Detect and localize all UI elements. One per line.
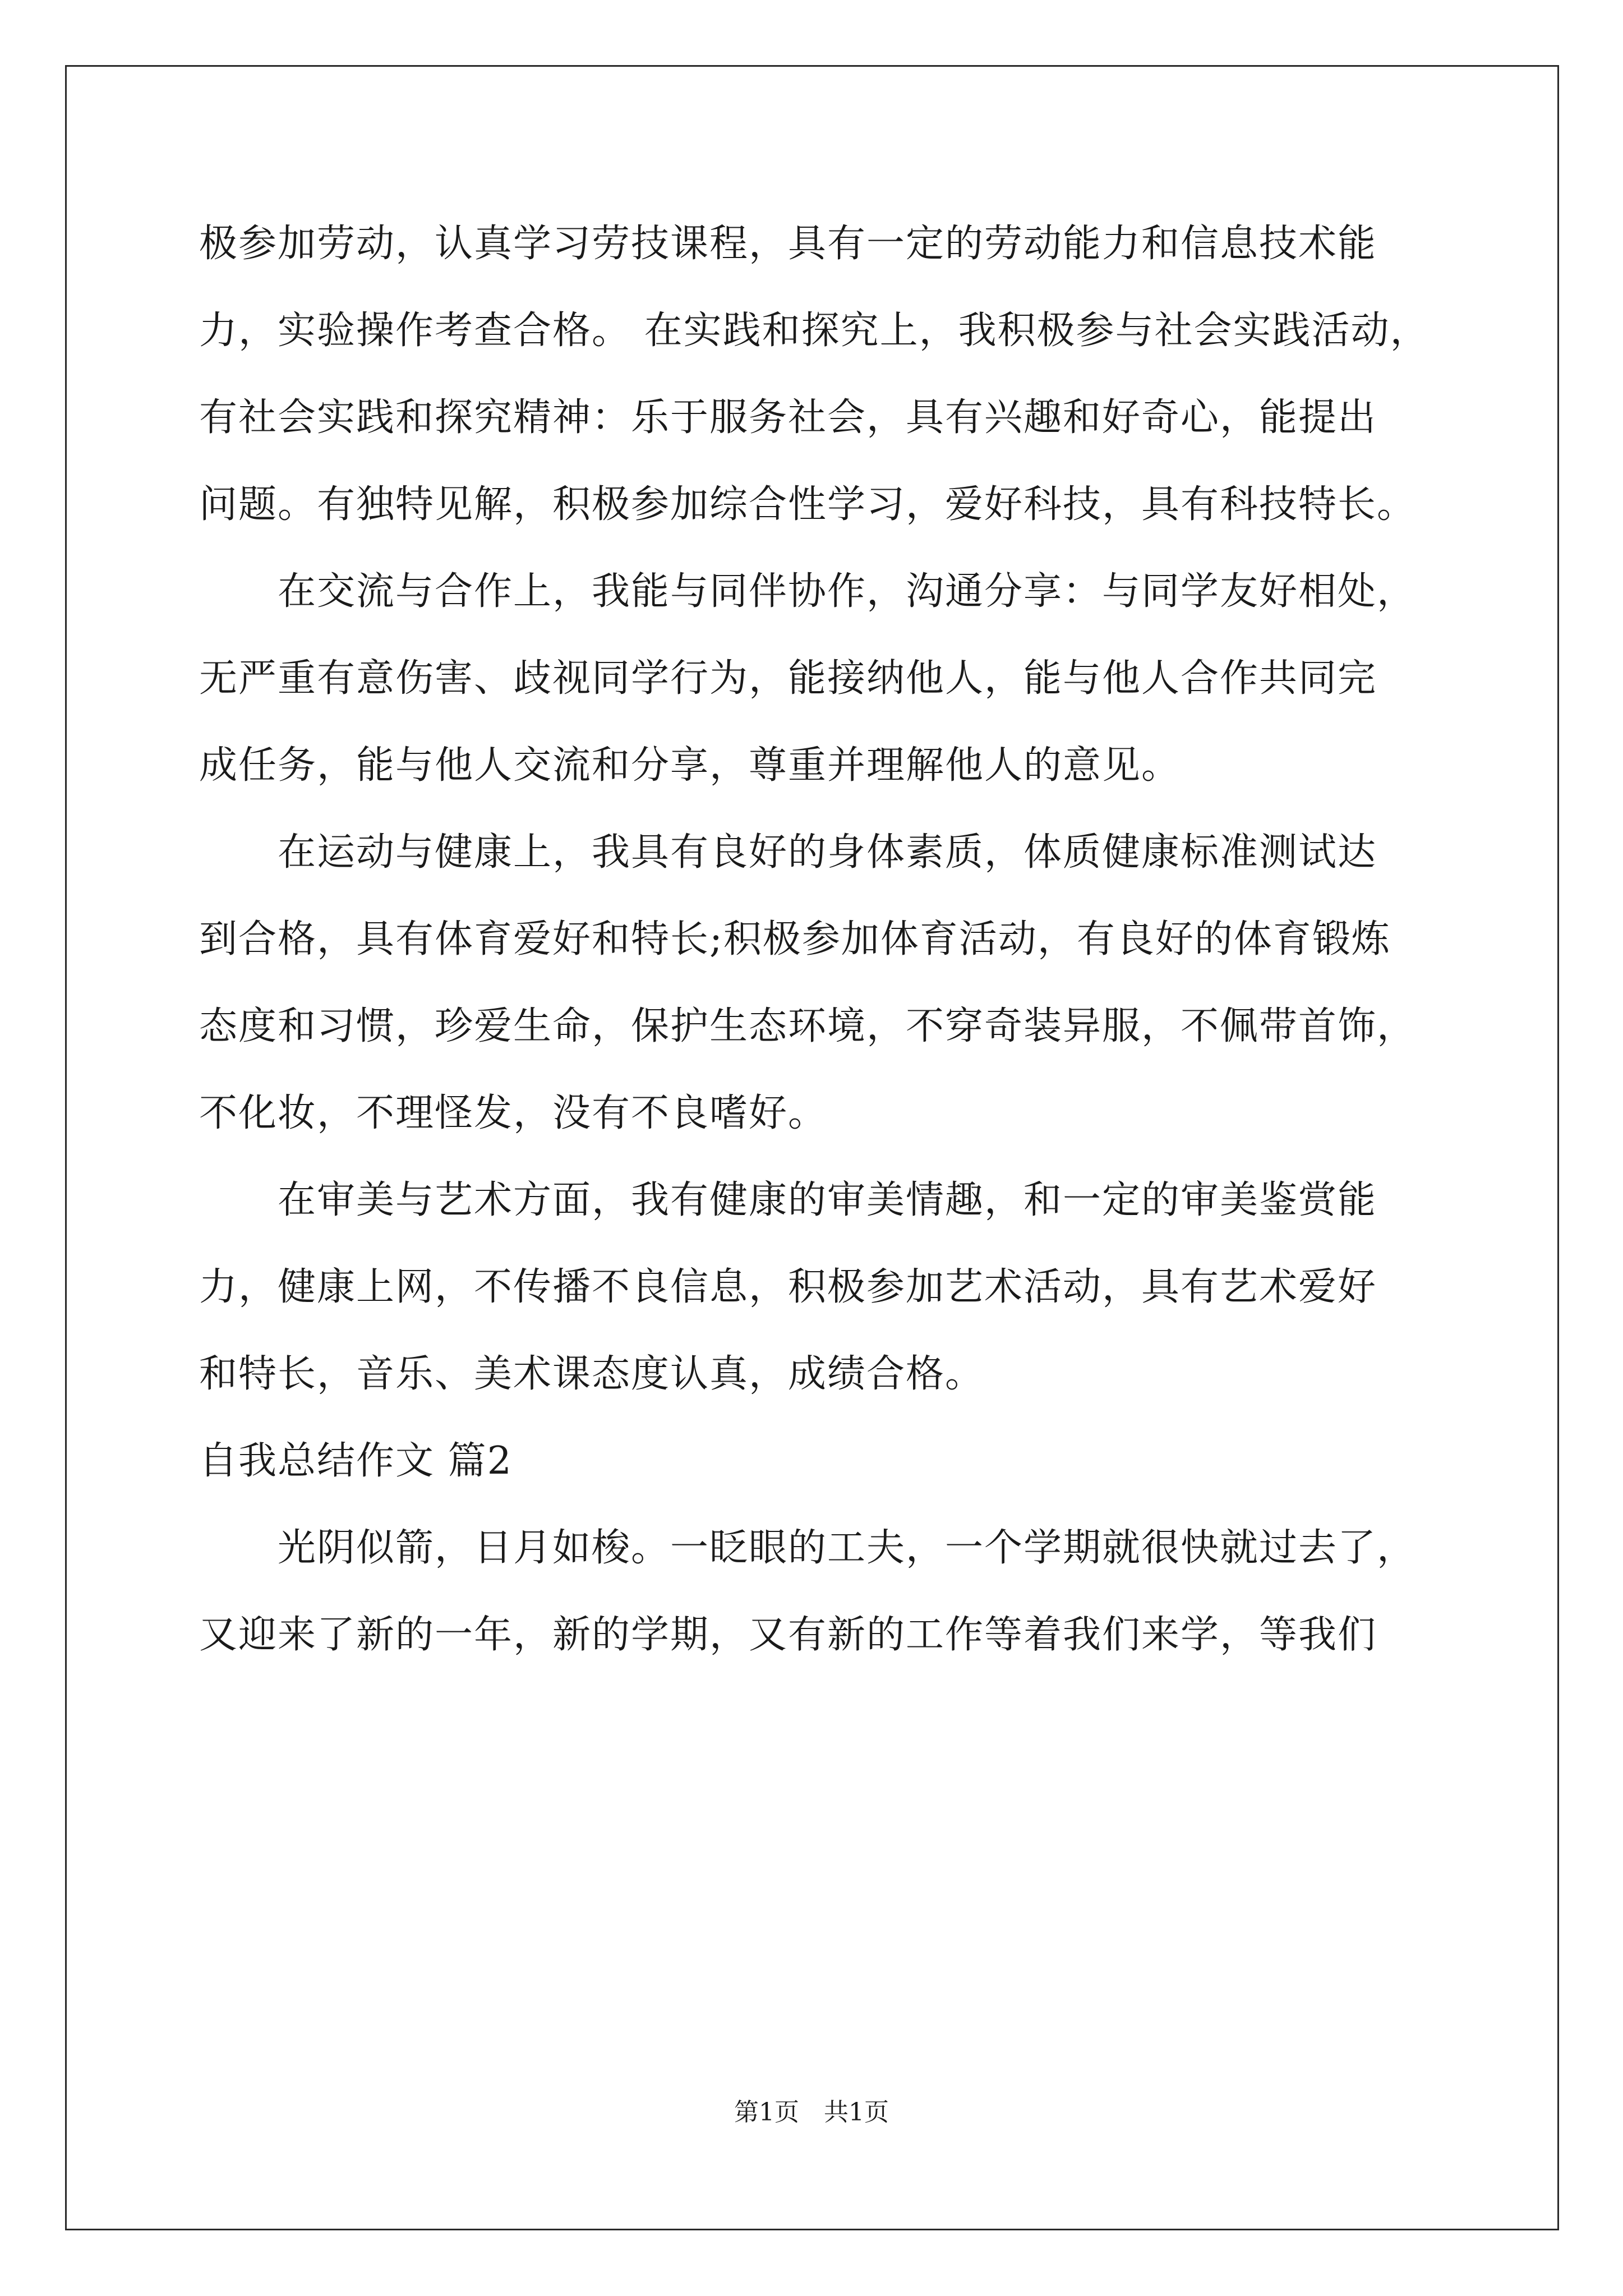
- text-line: 又迎来了新的一年，新的学期，又有新的工作等着我们来学，等我们: [199, 1613, 1377, 1657]
- paragraph-start-line: 在审美与艺术方面，我有健康的审美情趣，和一定的审美鉴赏能: [278, 1178, 1377, 1222]
- paragraph-start-line: 在运动与健康上，我具有良好的身体素质，体质健康标准测试达: [278, 830, 1377, 875]
- page-border: [65, 65, 1559, 2230]
- text-line: 成任务，能与他人交流和分享，尊重并理解他人的意见。: [199, 743, 1181, 788]
- paragraph-start-line: 在交流与合作上，我能与同伴协作，沟通分享：与同学友好相处，: [278, 569, 1417, 614]
- text-line: 无严重有意伤害、歧视同学行为，能接纳他人，能与他人合作共同完: [199, 656, 1377, 701]
- text-line: 有社会实践和探究精神：乐于服务社会，具有兴趣和好奇心，能提出: [199, 395, 1377, 440]
- text-line: 极参加劳动，认真学习劳技课程，具有一定的劳动能力和信息技术能: [199, 222, 1377, 266]
- text-line: 和特长，音乐、美术课态度认真，成绩合格。: [199, 1352, 985, 1396]
- text-line: 力，健康上网，不传播不良信息，积极参加艺术活动，具有艺术爱好: [199, 1265, 1377, 1309]
- text-line: 到合格，具有体育爱好和特长;积极参加体育活动，有良好的体育锻炼: [199, 917, 1391, 961]
- text-line: 不化妆，不理怪发，没有不良嗜好。: [199, 1091, 828, 1135]
- page-footer: 第1页 共1页: [734, 2098, 889, 2127]
- text-line: 问题。有独特见解，积极参加综合性学习，爱好科技，具有科技特长。: [199, 482, 1417, 527]
- section-heading: 自我总结作文 篇2: [199, 1439, 513, 1483]
- paragraph-start-line: 光阴似箭，日月如梭。一眨眼的工夫，一个学期就很快就过去了，: [278, 1526, 1417, 1570]
- text-line: 态度和习惯，珍爱生命，保护生态环境，不穿奇装异服，不佩带首饰，: [199, 1004, 1417, 1048]
- text-line: 力，实验操作考查合格。 在实践和探究上，我积极参与社会实践活动，: [199, 309, 1430, 353]
